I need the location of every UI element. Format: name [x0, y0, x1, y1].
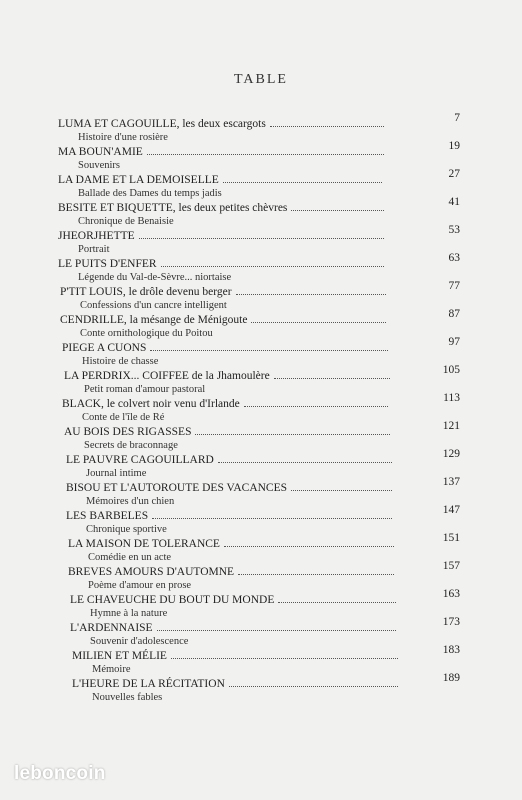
toc-entry-subtitle: Hymne à la nature — [90, 608, 168, 619]
toc-entry-line — [72, 678, 402, 690]
toc-entry-page: 105 — [442, 364, 460, 376]
toc-entry-title: BISOU ET L'AUTOROUTE DES VACANCES — [66, 482, 288, 494]
toc-entry-subtitle: Histoire d'une rosière — [78, 132, 168, 143]
toc-leader-dots — [139, 238, 384, 239]
toc-entry — [50, 532, 460, 566]
toc-entry-page: 189 — [442, 672, 460, 684]
toc-entry-subtitle: Poème d'amour en prose — [88, 580, 192, 591]
toc-leader-dots — [236, 294, 386, 295]
toc-entry-title: JHEORJHETTE — [58, 230, 135, 242]
toc-entry-title: L'ARDENNAISE — [70, 622, 153, 634]
table-of-contents — [50, 112, 460, 706]
toc-entry-line — [72, 650, 402, 662]
toc-entry-line — [64, 426, 394, 438]
toc-leader-dots — [229, 686, 398, 687]
toc-entry — [50, 336, 460, 370]
toc-leader-dots — [147, 154, 384, 155]
toc-leader-dots — [195, 434, 390, 435]
page-title: TABLE — [234, 72, 288, 87]
toc-entry — [50, 504, 460, 538]
toc-entry-page: 7 — [454, 112, 460, 124]
toc-entry — [50, 364, 460, 398]
toc-entry-subtitle: Confessions d'un cancre intelligent — [80, 300, 227, 311]
toc-leader-dots — [251, 322, 386, 323]
leboncoin-watermark: leboncoin — [14, 763, 106, 784]
toc-entry-line — [66, 482, 396, 494]
toc-entry — [50, 672, 460, 706]
toc-entry-title: AU BOIS DES RIGASSES — [64, 426, 192, 438]
toc-entry-page: 19 — [448, 140, 460, 152]
toc-entry-title: BREVES AMOURS D'AUTOMNE — [68, 566, 235, 578]
toc-entry-line — [62, 342, 392, 354]
toc-entry-subtitle: Légende du Val-de-Sèvre... niortaise — [78, 272, 232, 283]
toc-entry-subtitle: Souvenirs — [78, 160, 120, 171]
toc-entry-title: BLACK, le colvert noir venu d'Irlande — [62, 398, 240, 410]
toc-entry-subtitle: Mémoire — [92, 664, 131, 675]
toc-entry-page: 113 — [443, 392, 460, 404]
toc-entry-line — [58, 146, 388, 158]
toc-entry-line — [70, 622, 400, 634]
toc-entry — [50, 644, 460, 678]
toc-leader-dots — [291, 210, 384, 211]
toc-entry — [50, 252, 460, 286]
toc-leader-dots — [270, 126, 384, 127]
toc-entry — [50, 392, 460, 426]
toc-leader-dots — [224, 546, 394, 547]
toc-entry-page: 157 — [442, 560, 460, 572]
toc-entry-page: 147 — [442, 504, 460, 516]
toc-entry-page: 129 — [442, 448, 460, 460]
toc-entry-line — [58, 258, 388, 270]
toc-entry-subtitle: Conte de l'île de Ré — [82, 412, 165, 423]
toc-entry-line — [70, 594, 400, 606]
toc-entry-page: 163 — [442, 588, 460, 600]
toc-leader-dots — [157, 630, 396, 631]
toc-entry — [50, 112, 460, 146]
toc-entry — [50, 616, 460, 650]
toc-entry-page: 137 — [442, 476, 460, 488]
toc-entry-page: 183 — [442, 644, 460, 656]
toc-entry — [50, 588, 460, 622]
toc-entry — [50, 420, 460, 454]
toc-entry — [50, 448, 460, 482]
toc-entry-page: 41 — [448, 196, 460, 208]
toc-entry-line — [64, 370, 394, 382]
toc-entry-line — [58, 118, 388, 130]
toc-leader-dots — [278, 602, 396, 603]
toc-entry — [50, 140, 460, 174]
toc-entry-line — [68, 538, 398, 550]
toc-entry-page: 63 — [448, 252, 460, 264]
toc-entry-subtitle: Chronique sportive — [86, 524, 167, 535]
toc-entry-subtitle: Chronique de Benaisie — [78, 216, 174, 227]
toc-leader-dots — [171, 658, 398, 659]
toc-entry-title: L'HEURE DE LA RÉCITATION — [72, 678, 225, 690]
toc-entry — [50, 196, 460, 230]
toc-entry — [50, 308, 460, 342]
toc-leader-dots — [150, 350, 388, 351]
toc-entry-title: PIEGE A CUONS — [62, 342, 147, 354]
toc-entry-title: LUMA ET CAGOUILLE, les deux escargots — [58, 118, 266, 130]
toc-entry-line — [58, 230, 388, 242]
toc-entry-line — [58, 202, 388, 214]
toc-leader-dots — [244, 406, 388, 407]
toc-entry-title: LA PERDRIX... COIFFEE de la Jhamoulère — [64, 370, 270, 382]
toc-entry-page: 97 — [448, 336, 460, 348]
toc-entry — [50, 280, 460, 314]
toc-entry — [50, 224, 460, 258]
toc-entry-title: BESITE ET BIQUETTE, les deux petites chèvres — [58, 202, 288, 214]
toc-leader-dots — [161, 266, 384, 267]
toc-leader-dots — [274, 378, 390, 379]
toc-entry-line — [62, 398, 392, 410]
toc-leader-dots — [223, 182, 382, 183]
toc-entry-subtitle: Conte ornithologique du Poitou — [80, 328, 213, 339]
toc-entry-title: LA MAISON DE TOLERANCE — [68, 538, 220, 550]
toc-entry-subtitle: Histoire de chasse — [82, 356, 159, 367]
toc-entry-subtitle: Mémoires d'un chien — [86, 496, 175, 507]
toc-entry-page: 151 — [442, 532, 460, 544]
toc-entry-title: LE PUITS D'ENFER — [58, 258, 157, 270]
toc-entry-subtitle: Ballade des Dames du temps jadis — [78, 188, 222, 199]
toc-entry-title: MILIEN ET MÉLIE — [72, 650, 167, 662]
toc-entry-title: LES BARBELES — [66, 510, 149, 522]
toc-entry-subtitle: Nouvelles fables — [92, 692, 163, 703]
toc-entry-subtitle: Souvenir d'adolescence — [90, 636, 189, 647]
toc-entry-title: LE PAUVRE CAGOUILLARD — [66, 454, 214, 466]
toc-entry-page: 53 — [448, 224, 460, 236]
toc-leader-dots — [238, 574, 394, 575]
toc-entry-line — [68, 566, 398, 578]
toc-entry-subtitle: Portrait — [78, 244, 110, 255]
toc-entry-page: 87 — [448, 308, 460, 320]
toc-entry-title: LE CHAVEUCHE DU BOUT DU MONDE — [70, 594, 275, 606]
toc-leader-dots — [291, 490, 392, 491]
toc-entry-line — [60, 286, 390, 298]
toc-entry-line — [66, 454, 396, 466]
toc-entry-title: MA BOUN'AMIE — [58, 146, 143, 158]
toc-entry-line — [60, 314, 390, 326]
toc-entry-title: CENDRILLE, la mésange de Ménigoute — [60, 314, 248, 326]
toc-entry — [50, 168, 460, 202]
toc-entry-subtitle: Petit roman d'amour pastoral — [84, 384, 206, 395]
toc-entry-title: LA DAME ET LA DEMOISELLE — [58, 174, 219, 186]
toc-entry-subtitle: Secrets de braconnage — [84, 440, 178, 451]
toc-entry-page: 77 — [448, 280, 460, 292]
toc-entry-page: 173 — [442, 616, 460, 628]
toc-entry-line — [58, 174, 386, 186]
toc-entry-page: 27 — [448, 168, 460, 180]
toc-entry — [50, 560, 460, 594]
toc-entry-page: 121 — [442, 420, 460, 432]
toc-entry — [50, 476, 460, 510]
toc-leader-dots — [152, 518, 392, 519]
toc-leader-dots — [218, 462, 392, 463]
toc-entry-subtitle: Comédie en un acte — [88, 552, 172, 563]
toc-entry-subtitle: Journal intime — [86, 468, 147, 479]
toc-entry-line — [66, 510, 396, 522]
toc-entry-title: P'TIT LOUIS, le drôle devenu berger — [60, 286, 232, 298]
